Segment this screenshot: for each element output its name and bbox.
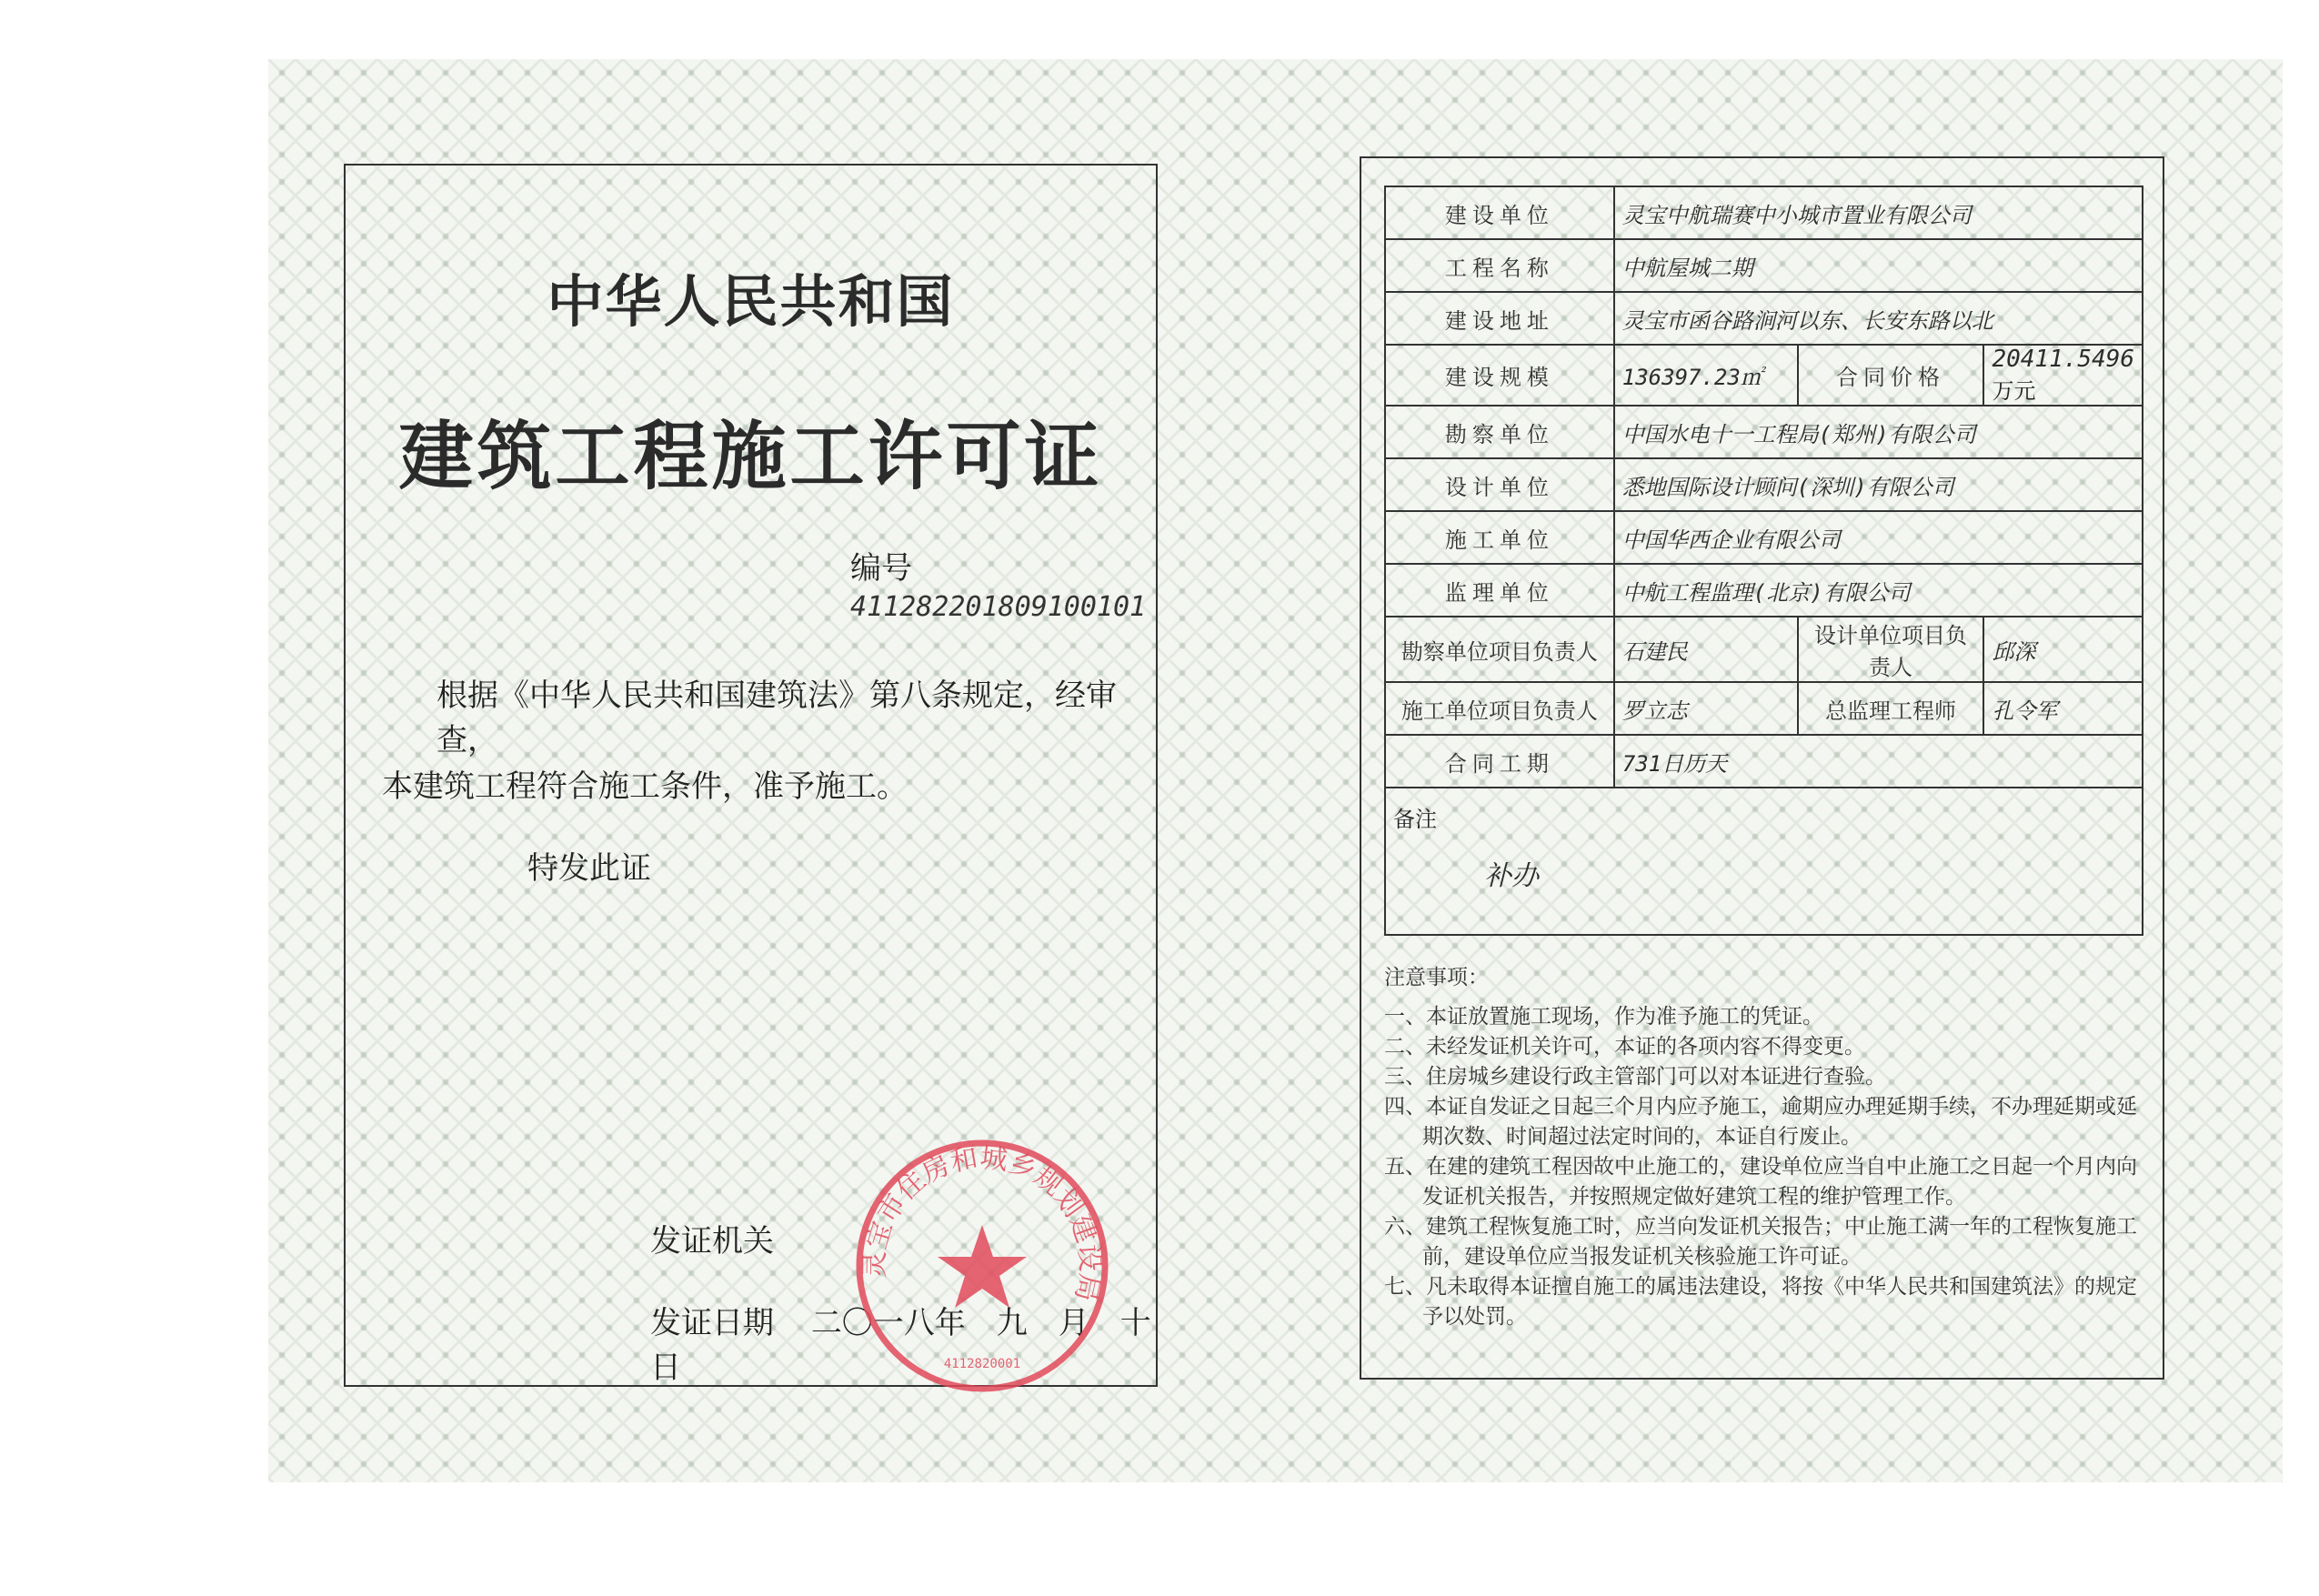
address-label: 建设地址 [1385,292,1614,345]
survey-label: 勘察单位 [1385,406,1614,458]
note-item: 三、住房城乡建设行政主管部门可以对本证进行查验。 [1384,1065,1886,1089]
contract-price [1983,345,2143,406]
notes-title: 注意事项： [1384,966,1489,989]
supervision-label: 监理单位 [1385,564,1614,617]
issue-date-label: 发证日期 [650,1305,774,1341]
design-value: 悉地国际设计顾问(深圳)有限公司 [1614,458,2143,511]
note-item: 四、本证自发证之日起三个月内应予施工，逾期应办理延期手续，不办理延期或延期次数、时间超过法定时间的，本证自行废止。 [1384,1095,2137,1149]
construction-label: 施工单位 [1385,511,1614,564]
chief-supervisor-label: 总监理工程师 [1798,682,1984,735]
note-item: 七、凡未取得本证擅自施工的属违法建设，将按《中华人民共和国建筑法》的规定予以处罚。 [1384,1275,2137,1329]
table-row [1385,458,2143,511]
permit-details-table [1384,186,2143,936]
issuer-label: 发证机关 [650,1223,774,1260]
right-page-frame [1360,156,2164,1380]
remark-cell [1385,788,2143,935]
table-row [1385,406,2143,458]
official-seal-icon [846,1129,1119,1402]
design-lead-label: 设计单位项目负责人 [1798,617,1984,682]
builder-value: 灵宝中航瑞赛中小城市置业有限公司 [1614,186,2143,239]
note-item: 二、未经发证机关许可，本证的各项内容不得变更。 [1384,1035,1865,1059]
construction-lead-label: 施工单位项目负责人 [1385,682,1614,735]
scale-label: 建设规模 [1385,345,1614,406]
project-label: 工程名称 [1385,239,1614,292]
table-row [1385,682,2143,735]
table-row [1385,735,2143,788]
note-item: 一、本证放置施工现场，作为准予施工的凭证。 [1384,1005,1823,1029]
serial-label: 编号 [850,550,912,587]
contract-price-label: 合同价格 [1798,345,1984,406]
seal-text: 灵宝市住房和城乡规划建设局 [858,1141,1106,1304]
note-item: 六、建筑工程恢复施工时，应当向发证机关报告；中止施工满一年的工程恢复施工前，建设单位应当报发证机关核验施工许可证。 [1384,1215,2137,1269]
construction-lead-value: 罗立志 [1614,682,1798,735]
remark-label: 备注 [1393,807,1437,832]
seal-number: 4112820001 [943,1357,1021,1371]
survey-value: 中国水电十一工程局(郑州)有限公司 [1614,406,2143,458]
address-value: 灵宝市函谷路涧河以东、长安东路以北 [1614,292,2143,345]
contract-price-value: 20411.5496 [1992,346,2134,373]
survey-lead-label: 勘察单位项目负责人 [1385,617,1614,682]
survey-lead-value: 石建民 [1614,617,1798,682]
left-page-frame [344,164,1182,1387]
country-title: 中华人民共和国 [547,268,955,335]
chief-supervisor-value: 孔令军 [1983,682,2143,735]
issue-date-value: 二〇一八年 九 月 十 日 [650,1305,1182,1386]
serial-number [850,543,1156,624]
design-label: 设计单位 [1385,458,1614,511]
table-row [1385,564,2143,617]
serial-value: 411282201809100101 [850,591,1147,623]
builder-label: 建设单位 [1385,186,1614,239]
table-row [1385,292,2143,345]
duration-label: 合同工期 [1385,735,1614,788]
table-row [1385,617,2143,682]
body-line-3: 特发此证 [527,850,651,887]
contract-price-unit: 万元 [1992,378,2036,404]
table-row [1385,186,2143,239]
construction-value: 中国华西企业有限公司 [1614,511,2143,564]
design-lead-value: 邱深 [1983,617,2143,682]
scale-value: 136397.23㎡ [1614,345,1798,406]
note-item: 五、在建的建筑工程因故中止施工的，建设单位应当自中止施工之日起一个月内向发证机关报告，并按照规定做好建筑工程的维护管理工作。 [1384,1155,2137,1209]
duration-value: 731日历天 [1614,735,2143,788]
body-line-2: 本建筑工程符合施工条件，准予施工。 [382,768,908,805]
project-value: 中航屋城二期 [1614,239,2143,292]
body-line-1: 根据《中华人民共和国建筑法》第八条规定，经审查， [437,678,1117,758]
supervision-value: 中航工程监理(北京)有限公司 [1614,564,2143,617]
permit-title: 建筑工程施工许可证 [398,413,1103,500]
remark-value: 补办 [1484,860,1539,892]
table-row [1385,511,2143,564]
table-row [1385,788,2143,935]
table-row [1385,345,2143,406]
notes-section [1384,963,2148,1332]
table-row [1385,239,2143,292]
